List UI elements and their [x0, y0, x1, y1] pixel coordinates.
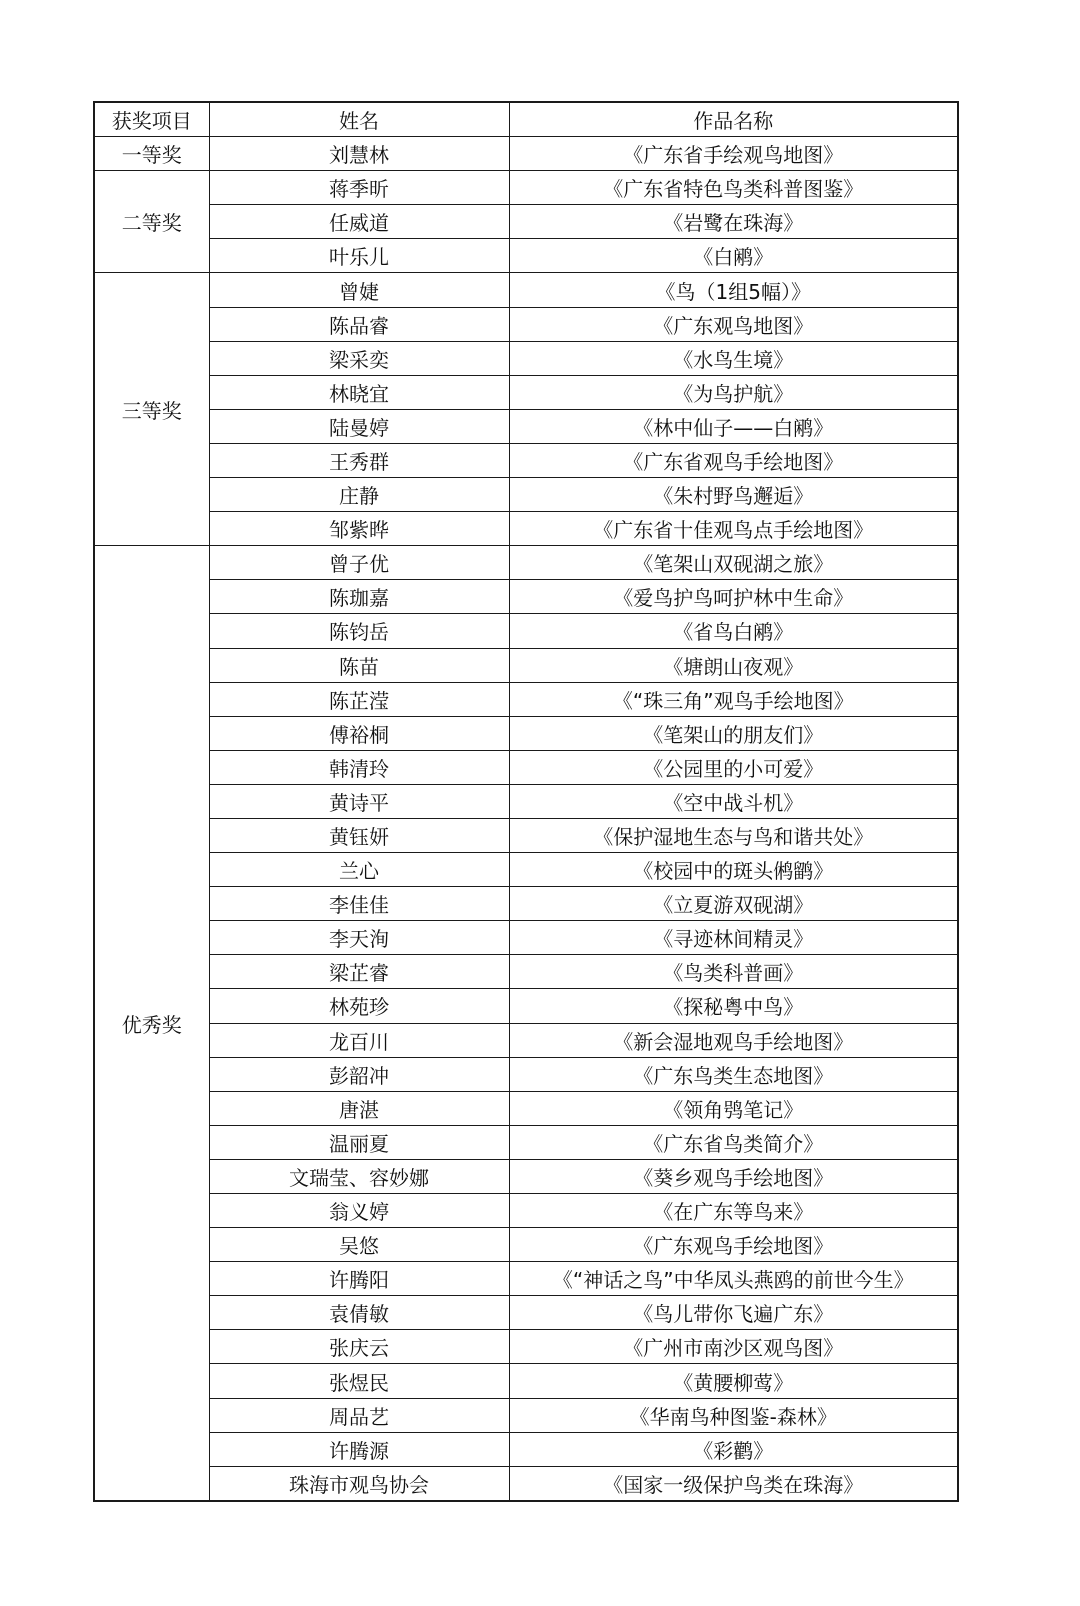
table-row [94, 239, 958, 273]
winner-name-cell: 翁义婷 [209, 1194, 509, 1228]
work-title-cell: 《校园中的斑头鸺鹠》 [509, 853, 958, 887]
work-title-cell: 《广东观鸟地图》 [509, 307, 958, 341]
table-row [94, 1432, 958, 1466]
work-title-cell: 《广州市南沙区观鸟图》 [509, 1330, 958, 1364]
winner-name-cell: 张庆云 [209, 1330, 509, 1364]
winner-name-cell: 黄钰妍 [209, 818, 509, 852]
table-row [94, 273, 958, 307]
work-title-cell: 《寻迹林间精灵》 [509, 921, 958, 955]
award-category-cell: 一等奖 [94, 137, 209, 171]
table-row [94, 784, 958, 818]
award-category-cell: 二等奖 [94, 171, 209, 273]
table-row [94, 307, 958, 341]
header-award: 获奖项目 [94, 102, 209, 137]
winner-name-cell: 吴悠 [209, 1228, 509, 1262]
winner-name-cell: 陈珈嘉 [209, 580, 509, 614]
table-row [94, 205, 958, 239]
winner-name-cell: 陈苗 [209, 648, 509, 682]
work-title-cell: 《华南鸟种图鉴-森林》 [509, 1398, 958, 1432]
table-row [94, 1466, 958, 1501]
award-category-cell: 三等奖 [94, 273, 209, 546]
table-row [94, 443, 958, 477]
work-title-cell: 《国家一级保护鸟类在珠海》 [509, 1466, 958, 1501]
table-row [94, 1330, 958, 1364]
table-row [94, 682, 958, 716]
table-row [94, 1194, 958, 1228]
winner-name-cell: 龙百川 [209, 1023, 509, 1057]
winner-name-cell: 王秀群 [209, 443, 509, 477]
header-row [94, 102, 958, 137]
work-title-cell: 《保护湿地生态与鸟和谐共处》 [509, 818, 958, 852]
winner-name-cell: 林苑珍 [209, 989, 509, 1023]
table-row [94, 375, 958, 409]
work-title-cell: 《为鸟护航》 [509, 375, 958, 409]
table-row [94, 1364, 958, 1398]
work-title-cell: 《鸟儿带你飞遍广东》 [509, 1296, 958, 1330]
work-title-cell: 《笔架山的朋友们》 [509, 716, 958, 750]
table-row [94, 648, 958, 682]
work-title-cell: 《广东省十佳观鸟点手绘地图》 [509, 512, 958, 546]
winner-name-cell: 庄静 [209, 478, 509, 512]
winner-name-cell: 李佳佳 [209, 887, 509, 921]
winner-name-cell: 梁采奕 [209, 341, 509, 375]
table-row [94, 1228, 958, 1262]
winner-name-cell: 陈品睿 [209, 307, 509, 341]
work-title-cell: 《彩鹳》 [509, 1432, 958, 1466]
winner-name-cell: 陆曼婷 [209, 409, 509, 443]
table-row [94, 478, 958, 512]
work-title-cell: 《岩鹭在珠海》 [509, 205, 958, 239]
work-title-cell: 《朱村野鸟邂逅》 [509, 478, 958, 512]
winner-name-cell: 袁倩敏 [209, 1296, 509, 1330]
work-title-cell: 《广东观鸟手绘地图》 [509, 1228, 958, 1262]
work-title-cell: 《鸟类科普画》 [509, 955, 958, 989]
winner-name-cell: 陈芷滢 [209, 682, 509, 716]
work-title-cell: 《广东省手绘观鸟地图》 [509, 137, 958, 171]
winner-name-cell: 许腾阳 [209, 1262, 509, 1296]
winner-name-cell: 彭韶冲 [209, 1057, 509, 1091]
table-row [94, 1262, 958, 1296]
work-title-cell: 《白鹇》 [509, 239, 958, 273]
table-row [94, 1125, 958, 1159]
work-title-cell: 《广东鸟类生态地图》 [509, 1057, 958, 1091]
table-body [94, 137, 958, 1501]
work-title-cell: 《“珠三角”观鸟手绘地图》 [509, 682, 958, 716]
work-title-cell: 《笔架山双砚湖之旅》 [509, 546, 958, 580]
winner-name-cell: 林晓宜 [209, 375, 509, 409]
winner-name-cell: 兰心 [209, 853, 509, 887]
table-row [94, 1398, 958, 1432]
work-title-cell: 《探秘粤中鸟》 [509, 989, 958, 1023]
table-row [94, 955, 958, 989]
table-row [94, 580, 958, 614]
table-row [94, 409, 958, 443]
winner-name-cell: 李天洵 [209, 921, 509, 955]
header-name: 姓名 [209, 102, 509, 137]
winner-name-cell: 蒋季昕 [209, 171, 509, 205]
table-row [94, 887, 958, 921]
winner-name-cell: 任威道 [209, 205, 509, 239]
winner-name-cell: 黄诗平 [209, 784, 509, 818]
table-row [94, 1057, 958, 1091]
winner-name-cell: 许腾源 [209, 1432, 509, 1466]
work-title-cell: 《领角鸮笔记》 [509, 1091, 958, 1125]
table-row [94, 1159, 958, 1193]
work-title-cell: 《立夏游双砚湖》 [509, 887, 958, 921]
table-row [94, 989, 958, 1023]
winner-name-cell: 叶乐儿 [209, 239, 509, 273]
table-row [94, 1296, 958, 1330]
winner-name-cell: 文瑞莹、容妙娜 [209, 1159, 509, 1193]
winner-name-cell: 周品艺 [209, 1398, 509, 1432]
table-row [94, 137, 958, 171]
table-row [94, 546, 958, 580]
winner-name-cell: 刘慧林 [209, 137, 509, 171]
work-title-cell: 《空中战斗机》 [509, 784, 958, 818]
work-title-cell: 《塘朗山夜观》 [509, 648, 958, 682]
table-row [94, 171, 958, 205]
award-category-cell: 优秀奖 [94, 546, 209, 1501]
work-title-cell: 《广东省特色鸟类科普图鉴》 [509, 171, 958, 205]
table-row [94, 750, 958, 784]
header-work: 作品名称 [509, 102, 958, 137]
winner-name-cell: 韩清玲 [209, 750, 509, 784]
work-title-cell: 《广东省鸟类简介》 [509, 1125, 958, 1159]
work-title-cell: 《在广东等鸟来》 [509, 1194, 958, 1228]
winner-name-cell: 曾婕 [209, 273, 509, 307]
winner-name-cell: 曾子优 [209, 546, 509, 580]
work-title-cell: 《“神话之鸟”中华凤头燕鸥的前世今生》 [509, 1262, 958, 1296]
winner-name-cell: 傅裕桐 [209, 716, 509, 750]
work-title-cell: 《爱鸟护鸟呵护林中生命》 [509, 580, 958, 614]
table-row [94, 1023, 958, 1057]
table-row [94, 921, 958, 955]
table-row [94, 1091, 958, 1125]
work-title-cell: 《省鸟白鹇》 [509, 614, 958, 648]
winner-name-cell: 邹紫晔 [209, 512, 509, 546]
work-title-cell: 《广东省观鸟手绘地图》 [509, 443, 958, 477]
table-row [94, 614, 958, 648]
winner-name-cell: 珠海市观鸟协会 [209, 1466, 509, 1501]
work-title-cell: 《黄腰柳莺》 [509, 1364, 958, 1398]
winner-name-cell: 陈钧岳 [209, 614, 509, 648]
table-row [94, 341, 958, 375]
table-row [94, 818, 958, 852]
work-title-cell: 《公园里的小可爱》 [509, 750, 958, 784]
awards-table [93, 101, 959, 1502]
work-title-cell: 《水鸟生境》 [509, 341, 958, 375]
work-title-cell: 《葵乡观鸟手绘地图》 [509, 1159, 958, 1193]
table-row [94, 716, 958, 750]
table-row [94, 512, 958, 546]
winner-name-cell: 梁芷睿 [209, 955, 509, 989]
table-row [94, 853, 958, 887]
work-title-cell: 《林中仙子——白鹇》 [509, 409, 958, 443]
winner-name-cell: 张煜民 [209, 1364, 509, 1398]
winner-name-cell: 温丽夏 [209, 1125, 509, 1159]
work-title-cell: 《鸟（1组5幅）》 [509, 273, 958, 307]
winner-name-cell: 唐湛 [209, 1091, 509, 1125]
work-title-cell: 《新会湿地观鸟手绘地图》 [509, 1023, 958, 1057]
